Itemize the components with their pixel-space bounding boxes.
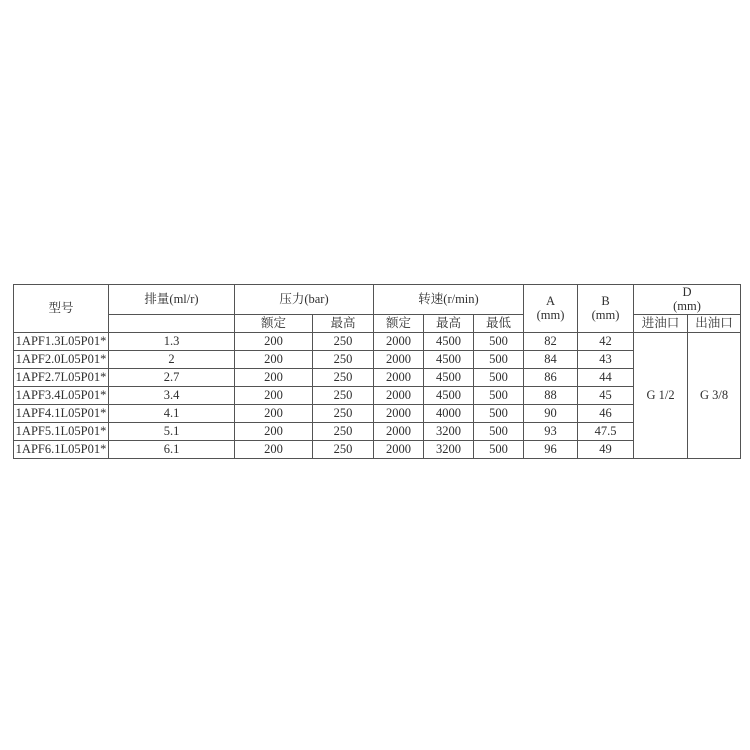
col-header-model: 型号 bbox=[14, 285, 109, 333]
col-header-speed-min: 最低 bbox=[474, 314, 524, 332]
cell-speed-rated: 2000 bbox=[374, 422, 424, 440]
col-header-a bbox=[524, 285, 578, 333]
cell-a: 93 bbox=[524, 422, 578, 440]
cell-pressure-max: 250 bbox=[313, 440, 374, 458]
cell-b: 44 bbox=[578, 368, 634, 386]
cell-pressure-max: 250 bbox=[313, 368, 374, 386]
cell-speed-rated: 2000 bbox=[374, 404, 424, 422]
cell-speed-max: 3200 bbox=[424, 422, 474, 440]
cell-model: 1APF2.7L05P01* bbox=[14, 368, 109, 386]
cell-speed-max: 4000 bbox=[424, 404, 474, 422]
cell-speed-max: 4500 bbox=[424, 386, 474, 404]
table-row bbox=[14, 386, 741, 404]
cell-model: 1APF3.4L05P01* bbox=[14, 386, 109, 404]
cell-speed-max: 4500 bbox=[424, 332, 474, 350]
b-unit: (mm) bbox=[591, 308, 620, 323]
spec-table-container bbox=[13, 284, 741, 459]
cell-pressure-rated: 200 bbox=[235, 368, 313, 386]
cell-speed-min: 500 bbox=[474, 350, 524, 368]
col-header-pressure-rated: 额定 bbox=[235, 314, 313, 332]
table-row bbox=[14, 368, 741, 386]
d-unit: (mm) bbox=[673, 299, 701, 314]
col-header-displacement: 排量(ml/r) bbox=[109, 285, 235, 315]
cell-speed-rated: 2000 bbox=[374, 332, 424, 350]
cell-pressure-max: 250 bbox=[313, 350, 374, 368]
cell-model: 1APF4.1L05P01* bbox=[14, 404, 109, 422]
cell-speed-rated: 2000 bbox=[374, 386, 424, 404]
cell-b: 42 bbox=[578, 332, 634, 350]
col-header-speed-rated: 额定 bbox=[374, 314, 424, 332]
cell-a: 84 bbox=[524, 350, 578, 368]
cell-displacement: 1.3 bbox=[109, 332, 235, 350]
col-header-outlet-port: 出油口 bbox=[688, 314, 741, 332]
spec-table bbox=[13, 284, 741, 459]
cell-speed-min: 500 bbox=[474, 332, 524, 350]
cell-pressure-max: 250 bbox=[313, 422, 374, 440]
cell-displacement: 2.7 bbox=[109, 368, 235, 386]
table-row bbox=[14, 350, 741, 368]
cell-speed-rated: 2000 bbox=[374, 368, 424, 386]
cell-displacement: 6.1 bbox=[109, 440, 235, 458]
cell-speed-min: 500 bbox=[474, 404, 524, 422]
cell-pressure-max: 250 bbox=[313, 332, 374, 350]
col-header-speed: 转速(r/min) bbox=[374, 285, 524, 315]
cell-pressure-rated: 200 bbox=[235, 332, 313, 350]
cell-displacement: 3.4 bbox=[109, 386, 235, 404]
cell-displacement: 4.1 bbox=[109, 404, 235, 422]
cell-a: 96 bbox=[524, 440, 578, 458]
cell-b: 47.5 bbox=[578, 422, 634, 440]
col-header-pressure-max: 最高 bbox=[313, 314, 374, 332]
cell-speed-max: 4500 bbox=[424, 350, 474, 368]
cell-pressure-rated: 200 bbox=[235, 350, 313, 368]
cell-b: 43 bbox=[578, 350, 634, 368]
cell-a: 90 bbox=[524, 404, 578, 422]
cell-speed-rated: 2000 bbox=[374, 440, 424, 458]
cell-displacement: 5.1 bbox=[109, 422, 235, 440]
cell-b: 45 bbox=[578, 386, 634, 404]
cell-model: 1APF5.1L05P01* bbox=[14, 422, 109, 440]
cell-speed-min: 500 bbox=[474, 422, 524, 440]
table-row bbox=[14, 422, 741, 440]
col-header-d bbox=[634, 285, 741, 315]
cell-pressure-max: 250 bbox=[313, 386, 374, 404]
col-header-inlet-port: 进油口 bbox=[634, 314, 688, 332]
a-label: A bbox=[545, 294, 556, 308]
cell-speed-max: 4500 bbox=[424, 368, 474, 386]
cell-pressure-rated: 200 bbox=[235, 422, 313, 440]
col-header-speed-max: 最高 bbox=[424, 314, 474, 332]
cell-pressure-max: 250 bbox=[313, 404, 374, 422]
cell-speed-max: 3200 bbox=[424, 440, 474, 458]
cell-pressure-rated: 200 bbox=[235, 440, 313, 458]
cell-speed-min: 500 bbox=[474, 440, 524, 458]
b-label: B bbox=[601, 294, 610, 308]
cell-speed-rated: 2000 bbox=[374, 350, 424, 368]
cell-outlet-port-size: G 3/8 bbox=[688, 332, 741, 458]
a-unit: (mm) bbox=[536, 308, 565, 323]
col-header-pressure: 压力(bar) bbox=[235, 285, 374, 315]
table-row bbox=[14, 332, 741, 350]
table-row bbox=[14, 404, 741, 422]
cell-model: 1APF2.0L05P01* bbox=[14, 350, 109, 368]
cell-displacement: 2 bbox=[109, 350, 235, 368]
cell-a: 86 bbox=[524, 368, 578, 386]
cell-a: 82 bbox=[524, 332, 578, 350]
cell-model: 1APF1.3L05P01* bbox=[14, 332, 109, 350]
cell-b: 46 bbox=[578, 404, 634, 422]
table-row bbox=[14, 440, 741, 458]
cell-speed-min: 500 bbox=[474, 368, 524, 386]
cell-speed-min: 500 bbox=[474, 386, 524, 404]
d-label: D bbox=[682, 285, 692, 299]
cell-pressure-rated: 200 bbox=[235, 386, 313, 404]
cell-pressure-rated: 200 bbox=[235, 404, 313, 422]
cell-a: 88 bbox=[524, 386, 578, 404]
cell-inlet-port-size: G 1/2 bbox=[634, 332, 688, 458]
col-header-b bbox=[578, 285, 634, 333]
cell-model: 1APF6.1L05P01* bbox=[14, 440, 109, 458]
cell-b: 49 bbox=[578, 440, 634, 458]
col-header-displacement-empty bbox=[109, 314, 235, 332]
